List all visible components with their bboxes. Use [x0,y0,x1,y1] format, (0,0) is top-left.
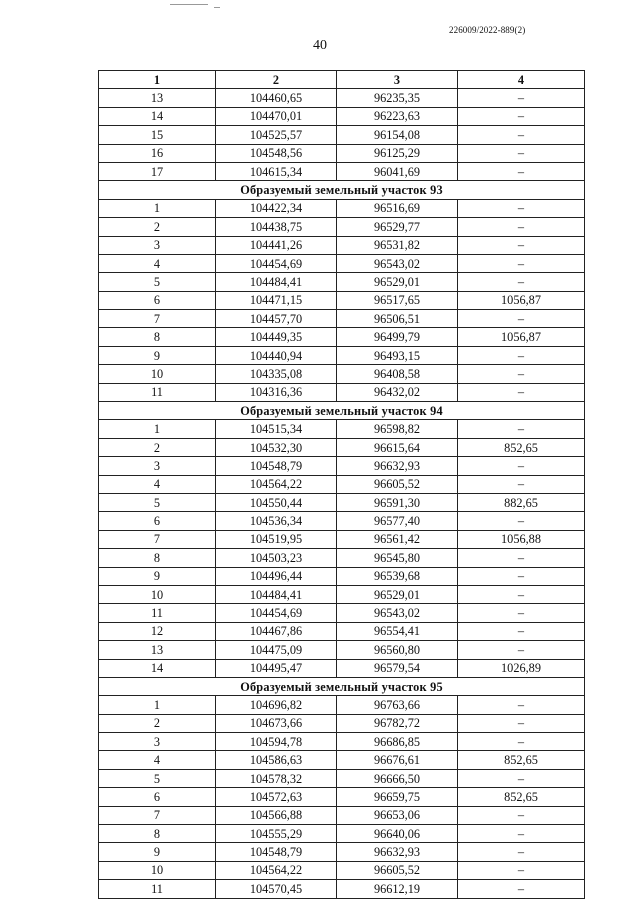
document-number: 226009/2022-889(2) [449,25,526,35]
x-coordinate-cell: 104550,44 [216,493,337,511]
table-row [99,843,585,861]
point-number-cell: 7 [99,310,216,328]
x-coordinate-cell: 104615,34 [216,162,337,180]
value-cell: – [458,199,585,217]
value-cell: 852,65 [458,788,585,806]
point-number-cell: 8 [99,549,216,567]
point-number-cell: 15 [99,126,216,144]
point-number-cell: 16 [99,144,216,162]
value-cell: 882,65 [458,493,585,511]
point-number-cell: 3 [99,733,216,751]
x-coordinate-cell: 104572,63 [216,788,337,806]
table-row [99,880,585,898]
section-title: Образуемый земельный участок 95 [99,677,585,695]
x-coordinate-cell: 104594,78 [216,733,337,751]
table-row [99,89,585,107]
y-coordinate-cell: 96763,66 [337,696,458,714]
x-coordinate-cell: 104515,34 [216,420,337,438]
column-header: 4 [458,71,585,89]
page-number: 40 [313,38,327,53]
table-row [99,530,585,548]
y-coordinate-cell: 96529,77 [337,218,458,236]
table-row [99,420,585,438]
column-header: 2 [216,71,337,89]
y-coordinate-cell: 96605,52 [337,861,458,879]
x-coordinate-cell: 104564,22 [216,475,337,493]
section-row [99,677,585,695]
x-coordinate-cell: 104673,66 [216,714,337,732]
table-row [99,383,585,401]
value-cell: – [458,696,585,714]
x-coordinate-cell: 104471,15 [216,291,337,309]
point-number-cell: 14 [99,659,216,677]
value-cell: – [458,733,585,751]
point-number-cell: 6 [99,291,216,309]
table-row [99,733,585,751]
y-coordinate-cell: 96632,93 [337,843,458,861]
point-number-cell: 9 [99,567,216,585]
x-coordinate-cell: 104564,22 [216,861,337,879]
x-coordinate-cell: 104696,82 [216,696,337,714]
x-coordinate-cell: 104457,70 [216,310,337,328]
y-coordinate-cell: 96686,85 [337,733,458,751]
point-number-cell: 9 [99,843,216,861]
y-coordinate-cell: 96591,30 [337,493,458,511]
x-coordinate-cell: 104335,08 [216,365,337,383]
y-coordinate-cell: 96154,08 [337,126,458,144]
point-number-cell: 5 [99,273,216,291]
point-number-cell: 13 [99,89,216,107]
value-cell: – [458,144,585,162]
x-coordinate-cell: 104495,47 [216,659,337,677]
value-cell: – [458,346,585,364]
y-coordinate-cell: 96506,51 [337,310,458,328]
table-row [99,199,585,217]
section-title: Образуемый земельный участок 93 [99,181,585,199]
table-row [99,659,585,677]
y-coordinate-cell: 96561,42 [337,530,458,548]
value-cell: – [458,567,585,585]
value-cell: – [458,89,585,107]
table-row [99,549,585,567]
table-row [99,475,585,493]
point-number-cell: 4 [99,254,216,272]
point-number-cell: 11 [99,880,216,898]
x-coordinate-cell: 104467,86 [216,622,337,640]
y-coordinate-cell: 96560,80 [337,641,458,659]
value-cell: – [458,622,585,640]
y-coordinate-cell: 96493,15 [337,346,458,364]
table-row [99,144,585,162]
y-coordinate-cell: 96432,02 [337,383,458,401]
value-cell: – [458,549,585,567]
y-coordinate-cell: 96125,29 [337,144,458,162]
table-row [99,641,585,659]
y-coordinate-cell: 96235,35 [337,89,458,107]
point-number-cell: 9 [99,346,216,364]
point-number-cell: 11 [99,604,216,622]
x-coordinate-cell: 104525,57 [216,126,337,144]
scan-marks [170,0,250,10]
table-row [99,825,585,843]
y-coordinate-cell: 96517,65 [337,291,458,309]
table-row [99,457,585,475]
table-row [99,696,585,714]
column-header: 1 [99,71,216,89]
table-row [99,218,585,236]
table-header-row [99,71,585,89]
point-number-cell: 12 [99,622,216,640]
x-coordinate-cell: 104440,94 [216,346,337,364]
table-row [99,604,585,622]
y-coordinate-cell: 96529,01 [337,585,458,603]
value-cell: – [458,806,585,824]
section-title: Образуемый земельный участок 94 [99,402,585,420]
point-number-cell: 10 [99,365,216,383]
x-coordinate-cell: 104548,79 [216,457,337,475]
value-cell: – [458,273,585,291]
point-number-cell: 4 [99,751,216,769]
value-cell: – [458,585,585,603]
value-cell: – [458,254,585,272]
value-cell: – [458,236,585,254]
table-row [99,714,585,732]
x-coordinate-cell: 104548,56 [216,144,337,162]
point-number-cell: 2 [99,714,216,732]
point-number-cell: 7 [99,530,216,548]
value-cell: 1026,89 [458,659,585,677]
x-coordinate-cell: 104578,32 [216,769,337,787]
y-coordinate-cell: 96041,69 [337,162,458,180]
y-coordinate-cell: 96612,19 [337,880,458,898]
value-cell: – [458,825,585,843]
x-coordinate-cell: 104441,26 [216,236,337,254]
x-coordinate-cell: 104503,23 [216,549,337,567]
x-coordinate-cell: 104566,88 [216,806,337,824]
value-cell: – [458,475,585,493]
table-row [99,585,585,603]
value-cell: 1056,87 [458,328,585,346]
x-coordinate-cell: 104316,36 [216,383,337,401]
x-coordinate-cell: 104454,69 [216,254,337,272]
point-number-cell: 10 [99,861,216,879]
table-row [99,254,585,272]
y-coordinate-cell: 96659,75 [337,788,458,806]
point-number-cell: 8 [99,825,216,843]
y-coordinate-cell: 96554,41 [337,622,458,640]
point-number-cell: 2 [99,218,216,236]
table-row [99,162,585,180]
x-coordinate-cell: 104449,35 [216,328,337,346]
value-cell: 1056,88 [458,530,585,548]
value-cell: – [458,383,585,401]
table-row [99,438,585,456]
table-row [99,328,585,346]
value-cell: – [458,880,585,898]
table-row [99,806,585,824]
x-coordinate-cell: 104475,09 [216,641,337,659]
y-coordinate-cell: 96577,40 [337,512,458,530]
value-cell: – [458,512,585,530]
value-cell: – [458,310,585,328]
x-coordinate-cell: 104496,44 [216,567,337,585]
value-cell: – [458,604,585,622]
section-row [99,181,585,199]
table-body [99,89,585,898]
value-cell: 852,65 [458,751,585,769]
table-row [99,512,585,530]
value-cell: – [458,769,585,787]
coordinates-table [98,70,585,899]
value-cell: – [458,162,585,180]
y-coordinate-cell: 96408,58 [337,365,458,383]
y-coordinate-cell: 96632,93 [337,457,458,475]
point-number-cell: 2 [99,438,216,456]
x-coordinate-cell: 104536,34 [216,512,337,530]
point-number-cell: 8 [99,328,216,346]
table-row [99,365,585,383]
value-cell: – [458,457,585,475]
x-coordinate-cell: 104454,69 [216,604,337,622]
y-coordinate-cell: 96615,64 [337,438,458,456]
section-row [99,402,585,420]
point-number-cell: 11 [99,383,216,401]
table-row [99,236,585,254]
value-cell: – [458,641,585,659]
y-coordinate-cell: 96605,52 [337,475,458,493]
y-coordinate-cell: 96539,68 [337,567,458,585]
table-row [99,493,585,511]
point-number-cell: 1 [99,199,216,217]
y-coordinate-cell: 96516,69 [337,199,458,217]
y-coordinate-cell: 96598,82 [337,420,458,438]
table-row [99,273,585,291]
point-number-cell: 6 [99,788,216,806]
point-number-cell: 10 [99,585,216,603]
point-number-cell: 1 [99,420,216,438]
x-coordinate-cell: 104460,65 [216,89,337,107]
x-coordinate-cell: 104438,75 [216,218,337,236]
x-coordinate-cell: 104470,01 [216,107,337,125]
y-coordinate-cell: 96666,50 [337,769,458,787]
table-row [99,107,585,125]
value-cell: – [458,420,585,438]
y-coordinate-cell: 96531,82 [337,236,458,254]
x-coordinate-cell: 104484,41 [216,273,337,291]
point-number-cell: 14 [99,107,216,125]
table-row [99,769,585,787]
value-cell: – [458,843,585,861]
point-number-cell: 3 [99,236,216,254]
table-row [99,291,585,309]
y-coordinate-cell: 96640,06 [337,825,458,843]
y-coordinate-cell: 96579,54 [337,659,458,677]
column-header: 3 [337,71,458,89]
point-number-cell: 3 [99,457,216,475]
table-row [99,788,585,806]
value-cell: – [458,365,585,383]
value-cell: 1056,87 [458,291,585,309]
y-coordinate-cell: 96499,79 [337,328,458,346]
table-row [99,126,585,144]
y-coordinate-cell: 96543,02 [337,604,458,622]
y-coordinate-cell: 96653,06 [337,806,458,824]
table-row [99,861,585,879]
y-coordinate-cell: 96223,63 [337,107,458,125]
value-cell: – [458,218,585,236]
value-cell: 852,65 [458,438,585,456]
x-coordinate-cell: 104532,30 [216,438,337,456]
x-coordinate-cell: 104570,45 [216,880,337,898]
point-number-cell: 13 [99,641,216,659]
y-coordinate-cell: 96782,72 [337,714,458,732]
y-coordinate-cell: 96676,61 [337,751,458,769]
table-row [99,751,585,769]
value-cell: – [458,107,585,125]
y-coordinate-cell: 96543,02 [337,254,458,272]
table-row [99,310,585,328]
y-coordinate-cell: 96529,01 [337,273,458,291]
point-number-cell: 5 [99,769,216,787]
point-number-cell: 1 [99,696,216,714]
y-coordinate-cell: 96545,80 [337,549,458,567]
point-number-cell: 4 [99,475,216,493]
point-number-cell: 6 [99,512,216,530]
x-coordinate-cell: 104555,29 [216,825,337,843]
x-coordinate-cell: 104484,41 [216,585,337,603]
table-row [99,346,585,364]
point-number-cell: 5 [99,493,216,511]
table-row [99,622,585,640]
value-cell: – [458,126,585,144]
point-number-cell: 17 [99,162,216,180]
value-cell: – [458,861,585,879]
x-coordinate-cell: 104548,79 [216,843,337,861]
x-coordinate-cell: 104586,63 [216,751,337,769]
value-cell: – [458,714,585,732]
table-row [99,567,585,585]
point-number-cell: 7 [99,806,216,824]
x-coordinate-cell: 104422,34 [216,199,337,217]
x-coordinate-cell: 104519,95 [216,530,337,548]
